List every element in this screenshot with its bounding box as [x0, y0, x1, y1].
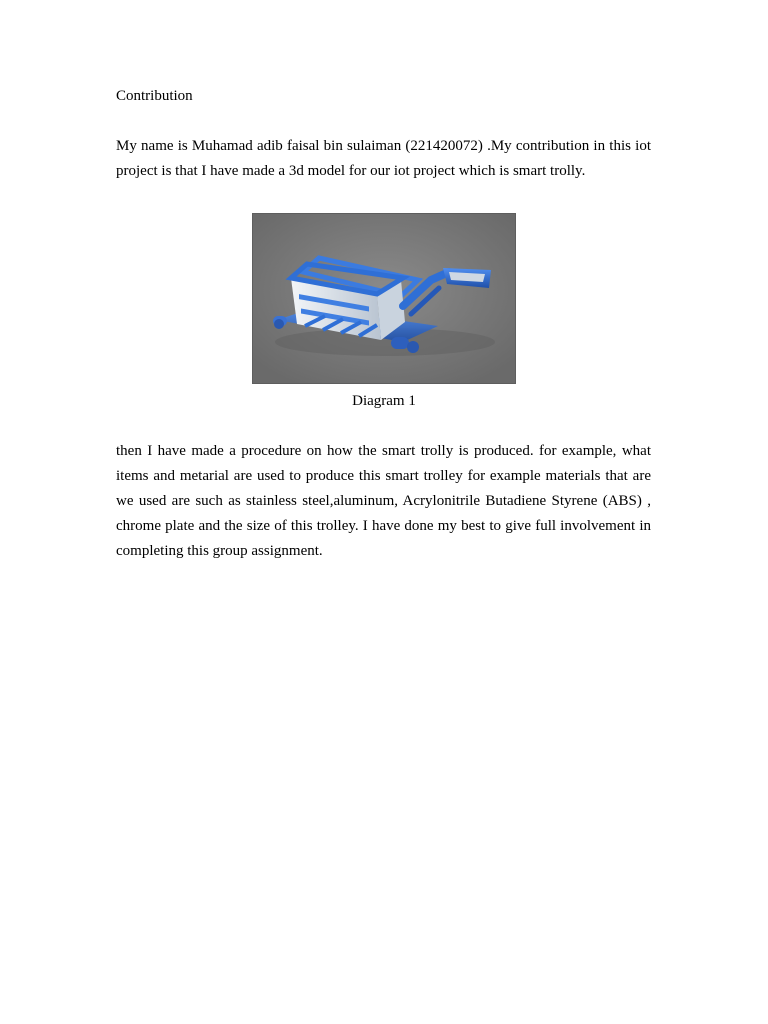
trolley-3d-model-image	[252, 213, 516, 384]
figure-caption: Diagram 1	[352, 393, 416, 409]
paragraph-intro: My name is Muhamad adib faisal bin sulaiman (221420072) .My contribution in this iot project is that I have made a 3d model for our iot project which is smart trolly.	[116, 138, 651, 179]
paragraph-procedure: then I have made a procedure on how the smart trolly is produced. for example, what items and metarial are used to produce this smart trolley for example materials that are we used are such as stainless steel,aluminum, Acrylonitrile Butadiene Styrene (ABS) , chrome plate and the size of this trolley. I have done my best to give full involvement in completing this group assignment.	[116, 443, 651, 559]
trolley-render-icon	[253, 214, 515, 383]
section-heading: Contribution	[116, 88, 193, 104]
